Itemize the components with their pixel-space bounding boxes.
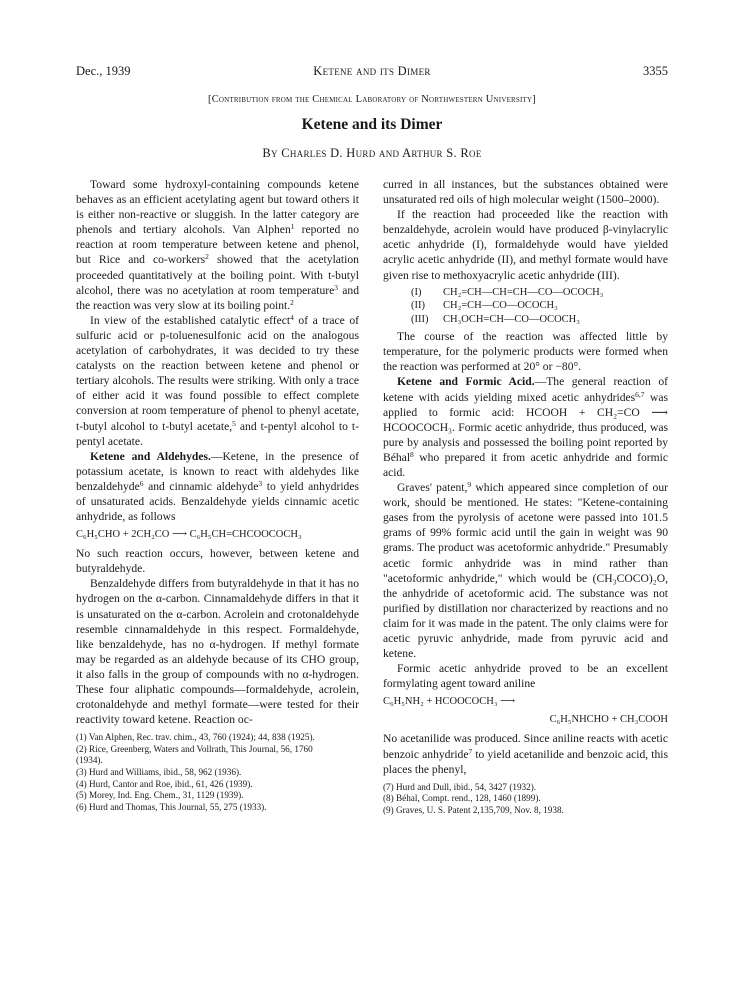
running-title: Ketene and its Dimer — [313, 64, 431, 78]
footnote: (9) Graves, U. S. Patent 2,135,709, Nov. 8, 1938. — [383, 804, 564, 815]
author-byline: By Charles D. Hurd and Arthur S. Roe — [262, 146, 482, 160]
right-column — [383, 177, 668, 816]
page-number: 3355 — [643, 64, 668, 78]
footnote: (4) Hurd, Cantor and Roe, ibid., 61, 426 (1939). — [76, 778, 253, 789]
paragraph: No such reaction occurs, however, between ketene and butyraldehyde. — [76, 547, 359, 576]
article-title: Ketene and its Dimer — [301, 116, 443, 133]
paragraph: Benzaldehyde differs from butyraldehyde in that it has no hydrogen on the α-carbon. Cinnamaldehyde differs in that it is unsaturated on the α-carbon. Acrolein and crotonaldehyde resemble cinnamaldehyde in this respect. Formaldehyde, like benzaldehyde, has no α-hydrogen. If methyl formate may be regarded as an aldehyde because of its CHO group, it also falls in the group of compounds with no α-hydrogen. These four aliphatic compounds—formaldehyde, acrolein, crotonaldehyde and methyl formate—were tested for their reactivity toward ketene. Reaction oc- — [76, 577, 359, 727]
footnote: (3) Hurd and Williams, ibid., 58, 962 (1936). — [76, 767, 242, 778]
footnote: (2) Rice, Greenberg, Waters and Vollrath, This Journal, 56, 1760 — [76, 743, 313, 754]
running-head — [76, 64, 668, 80]
paragraph: The course of the reaction was affected little by temperature, for the polymeric products were formed when the reaction was performed at 20° or −80°. — [383, 330, 668, 374]
footnote: (8) Béhal, Compt. rend., 128, 1460 (1899). — [383, 793, 541, 804]
footnote: (6) Hurd and Thomas, This Journal, 55, 275 (1933). — [76, 801, 267, 812]
equation: C₆H₅CHO + 2CH₂CO ⟶ C₆H₅CH=CHCOOCOCH₃ — [76, 529, 302, 541]
footnote: (7) Hurd and Dull, ibid., 54, 3427 (1932). — [383, 781, 537, 792]
paragraph: In view of the established catalytic effect$^4$ of a trace of sulfuric acid or p-toluenesulfonic acid on the analogous acetylation of carbohydrates, it was decided to try these catalysts on the reaction between ketene and phenol or tertiary alcohols. The results were striking. With only a trace of either acid it was found possible to effect complete conversion at room temperature of phenol to phenyl acetate, t-butyl alcohol to t-butyl acetate,$^5$ and t-pentyl alcohol to t-pentyl acetate. — [76, 312, 360, 448]
footnote: (1) Van Alphen, Rec. trav. chim., 43, 760 (1924); 44, 838 (1925). — [76, 732, 315, 743]
footnote: (5) Morey, Ind. Eng. Chem., 31, 1129 (1939). — [76, 790, 244, 801]
section-heading: Ketene and Aldehydes. — [90, 449, 211, 463]
formula-list — [411, 286, 668, 327]
issue-date: Dec., 1939 — [76, 64, 131, 78]
left-column — [76, 177, 359, 813]
section-heading: Ketene and Formic Acid. — [397, 375, 535, 389]
footnote: (1934). — [76, 755, 103, 766]
formula-item: (III) CH₃OCH=CH—CO—OCOCH₃ — [411, 313, 580, 325]
footnotes — [76, 732, 359, 813]
footnotes — [383, 782, 668, 817]
section-paragraph: Ketene and Formic Acid.—The general reaction of ketene with acids yielding mixed acetic anhydrides$^{6,7}$ was applied to formic acid: HCOOH + CH₂=CO ⟶ HCOOCOCH₃. Formic acetic anhydride, thus produced, was pure by analysis and possessed the boiling point reported by Béhal$^8$ who prepared it from acetic anhydride and formic acid. — [383, 375, 668, 479]
equation: C₆H₅NH₂ + HCOOCOCH₃ ⟶ — [383, 696, 516, 708]
formula-item: (I) CH₂=CH—CH=CH—CO—OCOCH₃ — [411, 286, 604, 298]
paragraph: Formic acetic anhydride proved to be an excellent formylating agent toward aniline — [383, 662, 668, 691]
paragraph: If the reaction had proceeded like the reaction with benzaldehyde, acrolein would have produced β-vinylacrylic acetic anhydride (I), formaldehyde would have yielded acrylic acetic anhydride (II), and methyl formate would have given rise to methoxyacrylic acetic anhydride (III). — [383, 208, 668, 282]
equation: C₆H₅NHCHO + CH₃COOH — [549, 714, 668, 726]
paragraph: curred in all instances, but the substances obtained were unsaturated red oils of high molecular weight (1500–2000). — [383, 178, 668, 207]
contribution-line: [Contribution from the Chemical Laboratory of Northwestern University] — [208, 94, 536, 105]
paragraph: Graves' patent,$^9$ which appeared since completion of our work, should be mentioned. He states: "Ketene-containing gases from the pyrolysis of acetone were passed into 101.5 grams of 99% formic acid until the gain in weight was 90 grams. The product was acetoformic anhydride." Presumably acetic formic anhydride was in mind rather than "acetoformic anhydride," which would be (CH₃COCO)₂O, the anhydride of acetoformic acid. The substance was not purified by distillation nor characterized by reactions and no claim for it was made in the patent. The only claims were for acetic pyruvic anhydride, made from pyruvic acid and ketene. — [383, 480, 668, 661]
paragraph: Toward some hydroxyl-containing compounds ketene behaves as an efficient acetylating agent but toward others it is either non-reactive or sluggish. In the latter category are phenols and tertiary alcohols. Van Alphen$^1$ reported no reaction at room temperature between ketene and phenol, but Rice and co-workers$^2$ showed that the acetylation proceeded quantitatively at the boiling point. With t-butyl alcohol, there was no acetylation at room temperature$^3$ and the reaction was very slow at its boiling point.$^2$ — [76, 178, 359, 312]
formula-item: (II) CH₂=CH—CO—OCOCH₃ — [411, 300, 558, 312]
section-paragraph: Ketene and Aldehydes.—Ketene, in the presence of potassium acetate, is known to react with aldehydes like benzaldehyde$^6$ and cinnamic aldehyde$^3$ to yield anhydrides of unsaturated acids. Benzaldehyde yields cinnamic acetic anhydride, as follows — [76, 449, 359, 524]
paragraph: No acetanilide was produced. Since aniline reacts with acetic benzoic anhydride$^7$ to yield acetanilide and benzoic acid, this places the phenyl, — [383, 732, 668, 776]
